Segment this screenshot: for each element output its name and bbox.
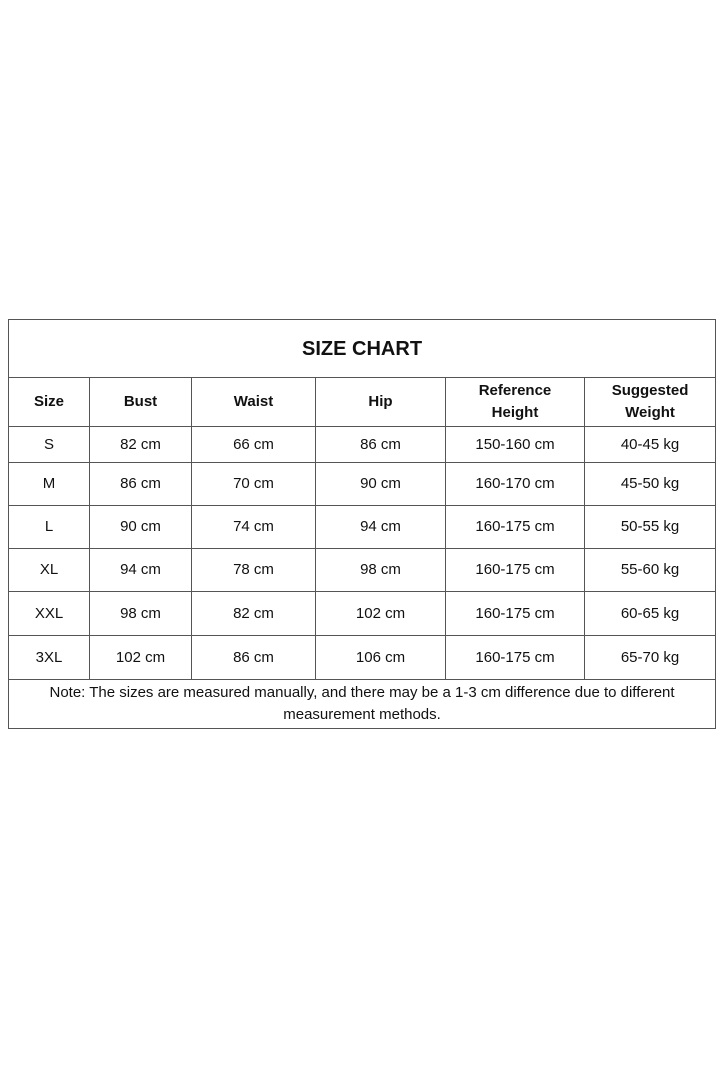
table-row — [9, 636, 716, 680]
cell-suggested-weight: 65-70 kg — [585, 636, 716, 680]
chart-title: SIZE CHART — [9, 320, 716, 378]
cell-reference-height: 160-175 cm — [446, 592, 585, 636]
cell-suggested-weight: 55-60 kg — [585, 549, 716, 592]
cell-bust: 82 cm — [90, 427, 192, 463]
cell-waist: 78 cm — [192, 549, 316, 592]
cell-reference-height: 160-175 cm — [446, 636, 585, 680]
column-header-suggested-weight: Suggested Weight — [585, 378, 716, 427]
cell-reference-height: 150-160 cm — [446, 427, 585, 463]
cell-hip: 94 cm — [316, 506, 446, 549]
table-row — [9, 549, 716, 592]
cell-bust: 102 cm — [90, 636, 192, 680]
cell-size: L — [9, 506, 90, 549]
cell-hip: 102 cm — [316, 592, 446, 636]
cell-size: XXL — [9, 592, 90, 636]
cell-hip: 98 cm — [316, 549, 446, 592]
cell-suggested-weight: 50-55 kg — [585, 506, 716, 549]
column-header-hip: Hip — [316, 378, 446, 427]
cell-waist: 82 cm — [192, 592, 316, 636]
cell-size: 3XL — [9, 636, 90, 680]
column-header-size: Size — [9, 378, 90, 427]
table-row — [9, 506, 716, 549]
cell-suggested-weight: 40-45 kg — [585, 427, 716, 463]
table-row — [9, 592, 716, 636]
cell-size: XL — [9, 549, 90, 592]
cell-bust: 90 cm — [90, 506, 192, 549]
size-chart-table — [8, 319, 716, 729]
measurement-note: Note: The sizes are measured manually, and there may be a 1-3 cm difference due to different measurement methods. — [9, 680, 716, 729]
table-row — [9, 427, 716, 463]
cell-waist: 66 cm — [192, 427, 316, 463]
cell-size: M — [9, 463, 90, 506]
cell-reference-height: 160-170 cm — [446, 463, 585, 506]
column-header-reference-height: Reference Height — [446, 378, 585, 427]
column-header-bust: Bust — [90, 378, 192, 427]
cell-bust: 98 cm — [90, 592, 192, 636]
cell-reference-height: 160-175 cm — [446, 506, 585, 549]
cell-bust: 86 cm — [90, 463, 192, 506]
cell-hip: 86 cm — [316, 427, 446, 463]
table-row — [9, 463, 716, 506]
cell-hip: 106 cm — [316, 636, 446, 680]
cell-suggested-weight: 45-50 kg — [585, 463, 716, 506]
cell-waist: 70 cm — [192, 463, 316, 506]
column-header-waist: Waist — [192, 378, 316, 427]
cell-waist: 86 cm — [192, 636, 316, 680]
cell-size: S — [9, 427, 90, 463]
cell-suggested-weight: 60-65 kg — [585, 592, 716, 636]
cell-hip: 90 cm — [316, 463, 446, 506]
cell-bust: 94 cm — [90, 549, 192, 592]
cell-reference-height: 160-175 cm — [446, 549, 585, 592]
header-row — [9, 378, 716, 427]
cell-waist: 74 cm — [192, 506, 316, 549]
